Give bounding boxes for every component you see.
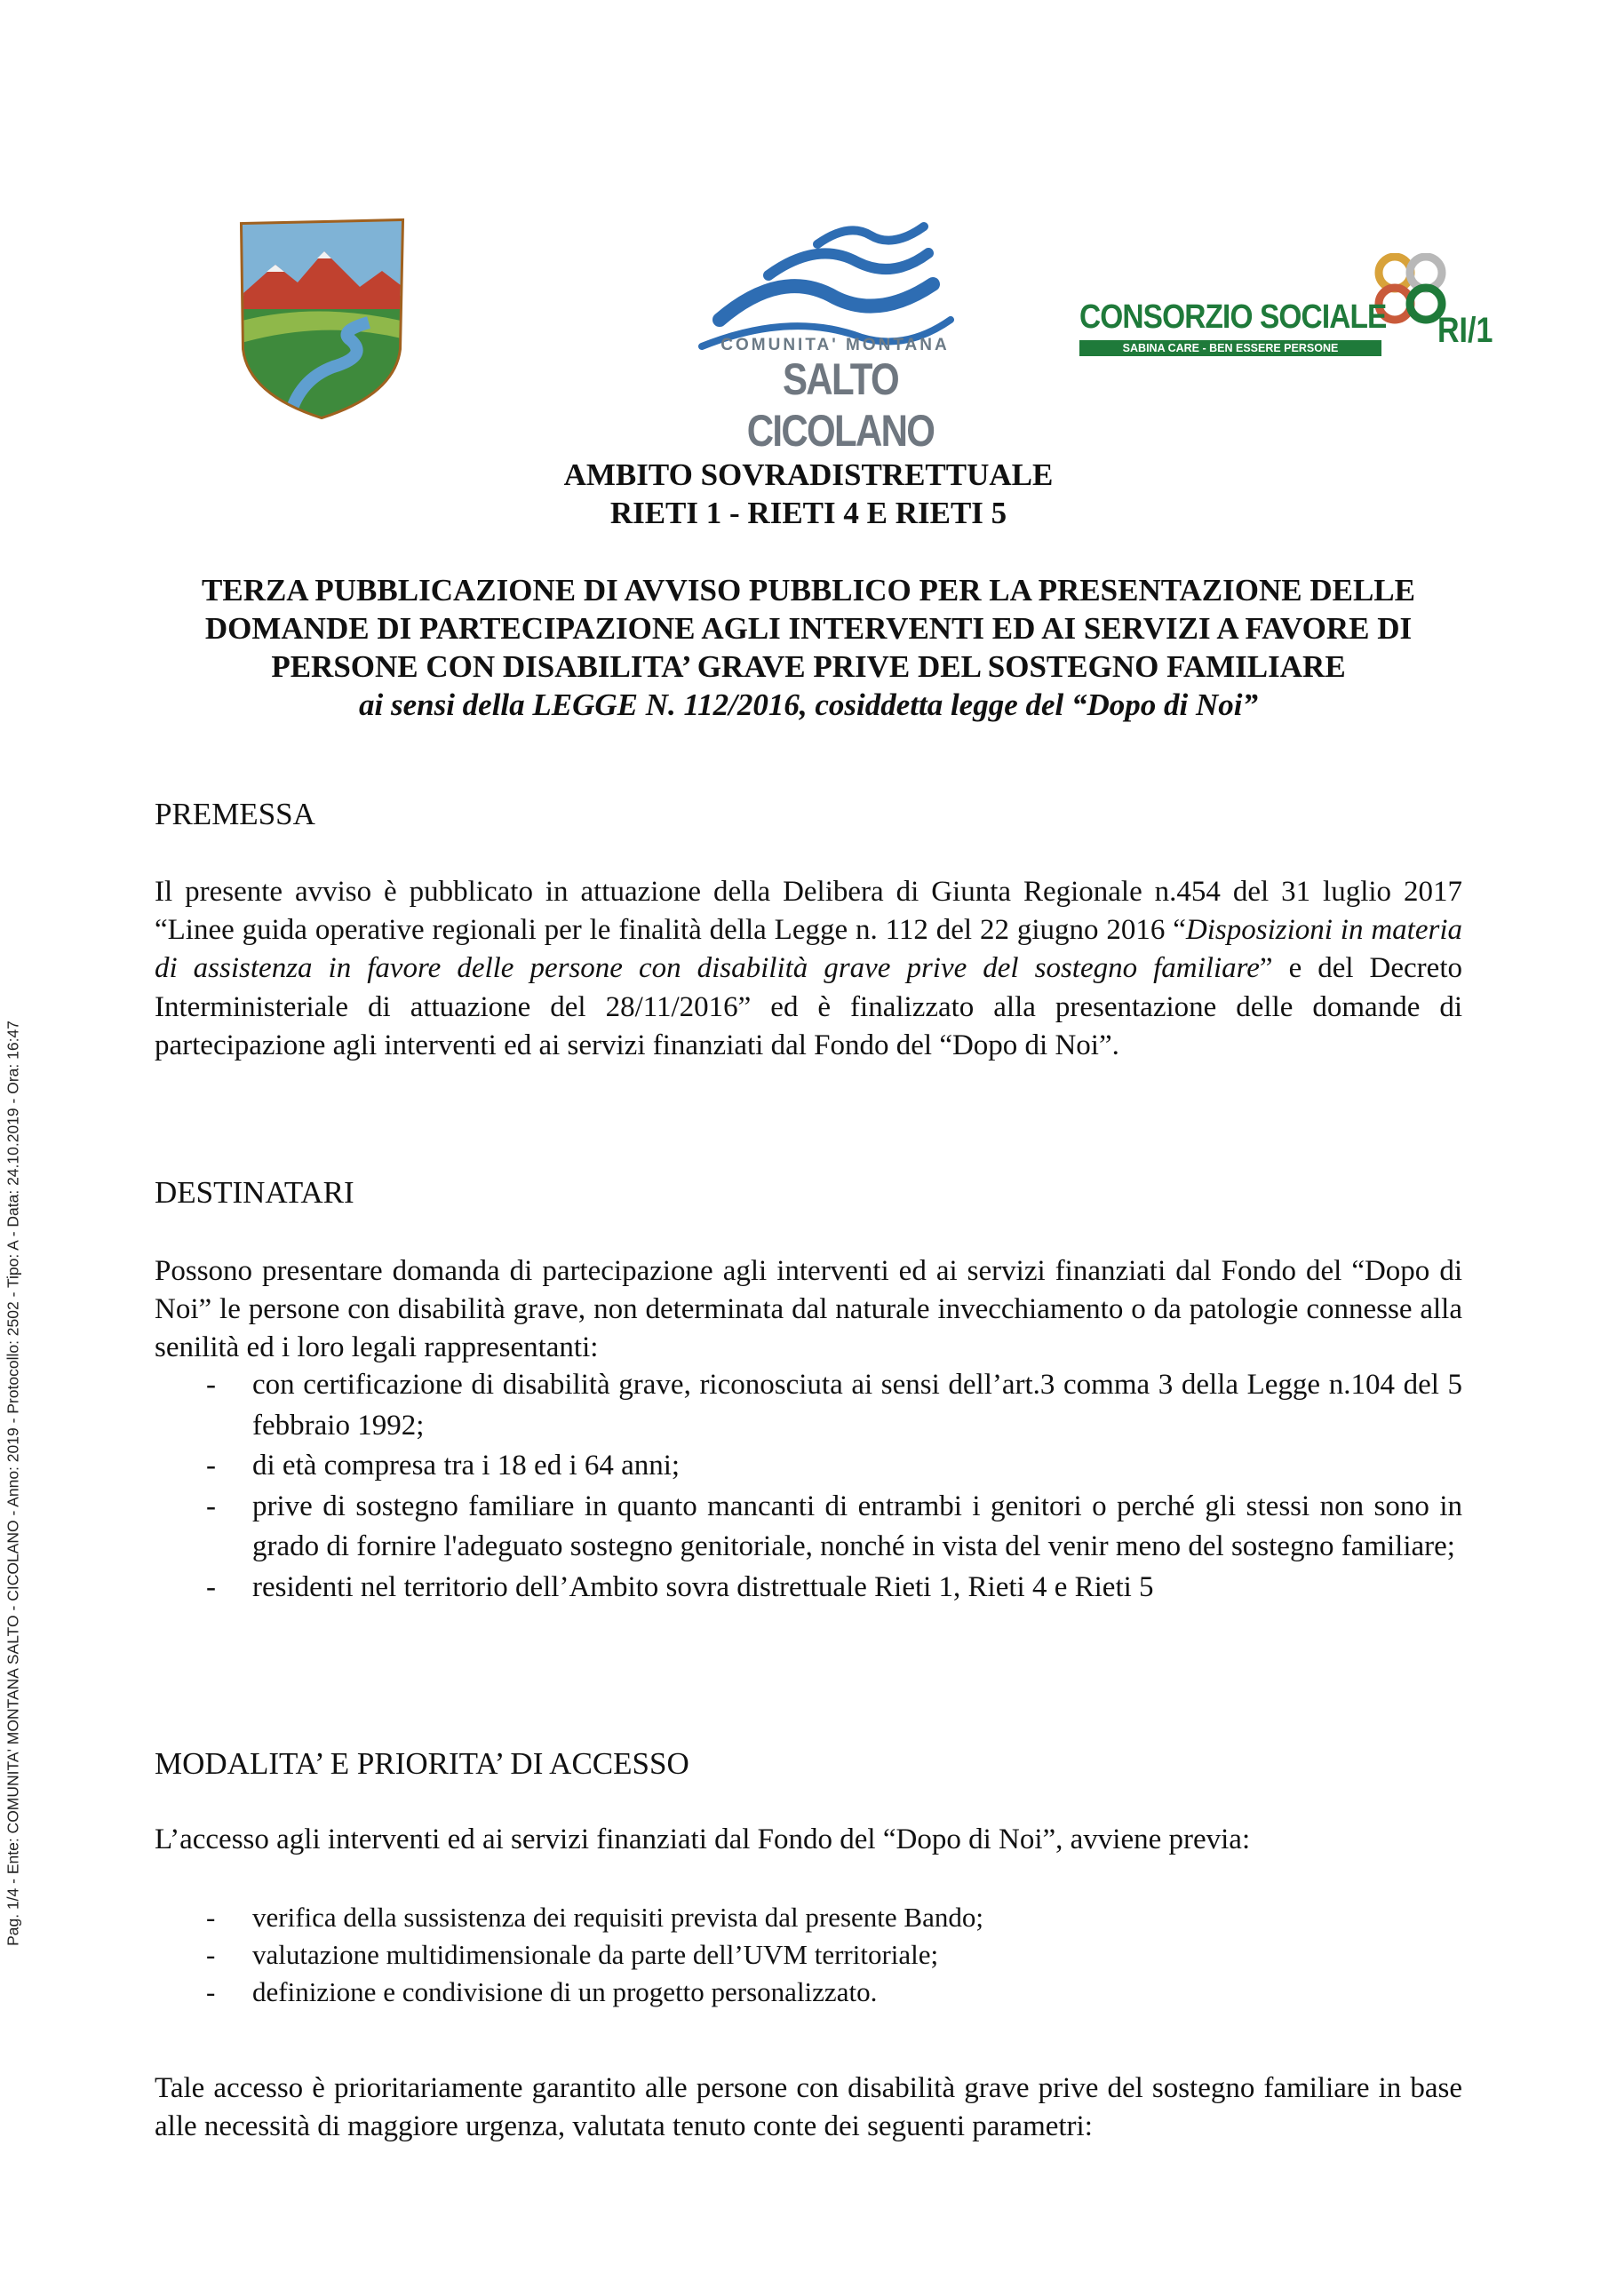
section-title-premessa: PREMESSA — [155, 797, 315, 831]
consorzio-code: RI/1 — [1437, 311, 1493, 350]
title-line-2: DOMANDE DI PARTECIPAZIONE AGLI INTERVENTI ED AI SERVIZI A FAVORE DI — [204, 611, 1413, 646]
list-item: - di età compresa tra i 18 ed i 64 anni; — [155, 1446, 1462, 1487]
list-item: - definizione e condivisione di un progetto personalizzato. — [155, 1974, 1462, 2011]
list-item: - residenti nel territorio dell’Ambito sovra distrettuale Rieti 1, Rieti 4 e Rieti 5 — [155, 1568, 1462, 1609]
title-line-1: TERZA PUBBLICAZIONE DI AVVISO PUBBLICO PER LA PRESENTAZIONE DELLE — [202, 573, 1415, 608]
premessa-text-b: ” e del Decreto Interministeriale di attuazione del 28/11/2016” ed è finalizzato alla presentazione delle domande di partecipazione agli interventi ed ai servizi finanziati dal Fondo del “Dopo di Noi”. — [155, 952, 1462, 1061]
list-item: - verifica della sussistenza dei requisiti prevista dal presente Bando; — [155, 1899, 1462, 1936]
title-line-3: PERSONE CON DISABILITA’ GRAVE PRIVE DEL SOSTEGNO FAMILIARE — [271, 649, 1346, 684]
salto-logo-line2: SALTO CICOLANO — [746, 354, 935, 456]
consorzio-tagline: SABINA CARE - BEN ESSERE PERSONE — [1079, 340, 1381, 356]
salto-logo-line1: COMUNITA' MONTANA — [720, 336, 950, 354]
consorzio-name: CONSORZIO SOCIALE — [1079, 298, 1387, 336]
premessa-text-em: Disposizioni in materia di assistenza in favore delle persone con disabilità grave prive del sostegno familiare — [155, 914, 1462, 985]
protocol-stamp-text: Pag. 1/4 - Ente: COMUNITA' MONTANA SALTO - CICOLANO - Anno: 2019 - Protocollo: 2502 - Tipo: A - Data: 24.10.2019 - Ora: 16:47 — [4, 1021, 22, 1946]
list-item: - prive di sostegno familiare in quanto mancanti di entrambi i genitori o perché gli stessi non sono in grado di fornire l'adeguato sostegno genitoriale, nonché in vista del venir meno del sostegno familiare; — [155, 1487, 1462, 1568]
document-title — [142, 571, 1475, 724]
heading-line-2: RIETI 1 - RIETI 4 E RIETI 5 — [609, 496, 1007, 530]
title-subtitle: ai sensi della LEGGE N. 112/2016, cosiddetta legge del “Dopo di Noi” — [358, 687, 1259, 722]
heading-ambito — [142, 456, 1475, 532]
section-title-modalita: MODALITA’ E PRIORITA’ DI ACCESSO — [155, 1746, 689, 1781]
protocol-stamp — [0, 888, 27, 2078]
destinatari-intro: Possono presentare domanda di partecipazione agli interventi ed ai servizi finanziati dal Fondo del “Dopo di Noi” le persone con disabilità grave, non determinata dal naturale invecchiamento o da patologie connesse alla senilità ed i loro legali rappresentanti: — [155, 1255, 1462, 1364]
heading-line-1: AMBITO SOVRADISTRETTUALE — [563, 457, 1054, 492]
modalita-intro: L’accesso agli interventi ed ai servizi finanziati dal Fondo del “Dopo di Noi”, avviene previa: — [155, 1823, 1251, 1855]
modalita-closing: Tale accesso è prioritariamente garantito alle persone con disabilità grave prive del sostegno familiare in base alle necessità di maggiore urgenza, valutata tenuto conte dei seguenti parametri: — [155, 2072, 1462, 2143]
premessa-text-a: Il presente avviso è pubblicato in attuazione della Delibera di Giunta Regionale n.454 del 31 luglio 2017 “Linee guida operative regionali per le finalità della Legge n. 112 del 22 giugno 2016 “ — [155, 876, 1462, 947]
list-item: - con certificazione di disabilità grave, riconosciuta ai sensi dell’art.3 comma 3 della Legge n.104 del 5 febbraio 1992; — [155, 1365, 1462, 1446]
list-item: - valutazione multidimensionale da parte dell’UVM territoriale; — [155, 1936, 1462, 1974]
premessa-paragraph — [155, 873, 1462, 1065]
section-title-destinatari: DESTINATARI — [155, 1175, 354, 1210]
municipal-crest-logo — [235, 216, 409, 420]
destinatari-list — [155, 1365, 1462, 1609]
modalita-list — [155, 1899, 1462, 2011]
